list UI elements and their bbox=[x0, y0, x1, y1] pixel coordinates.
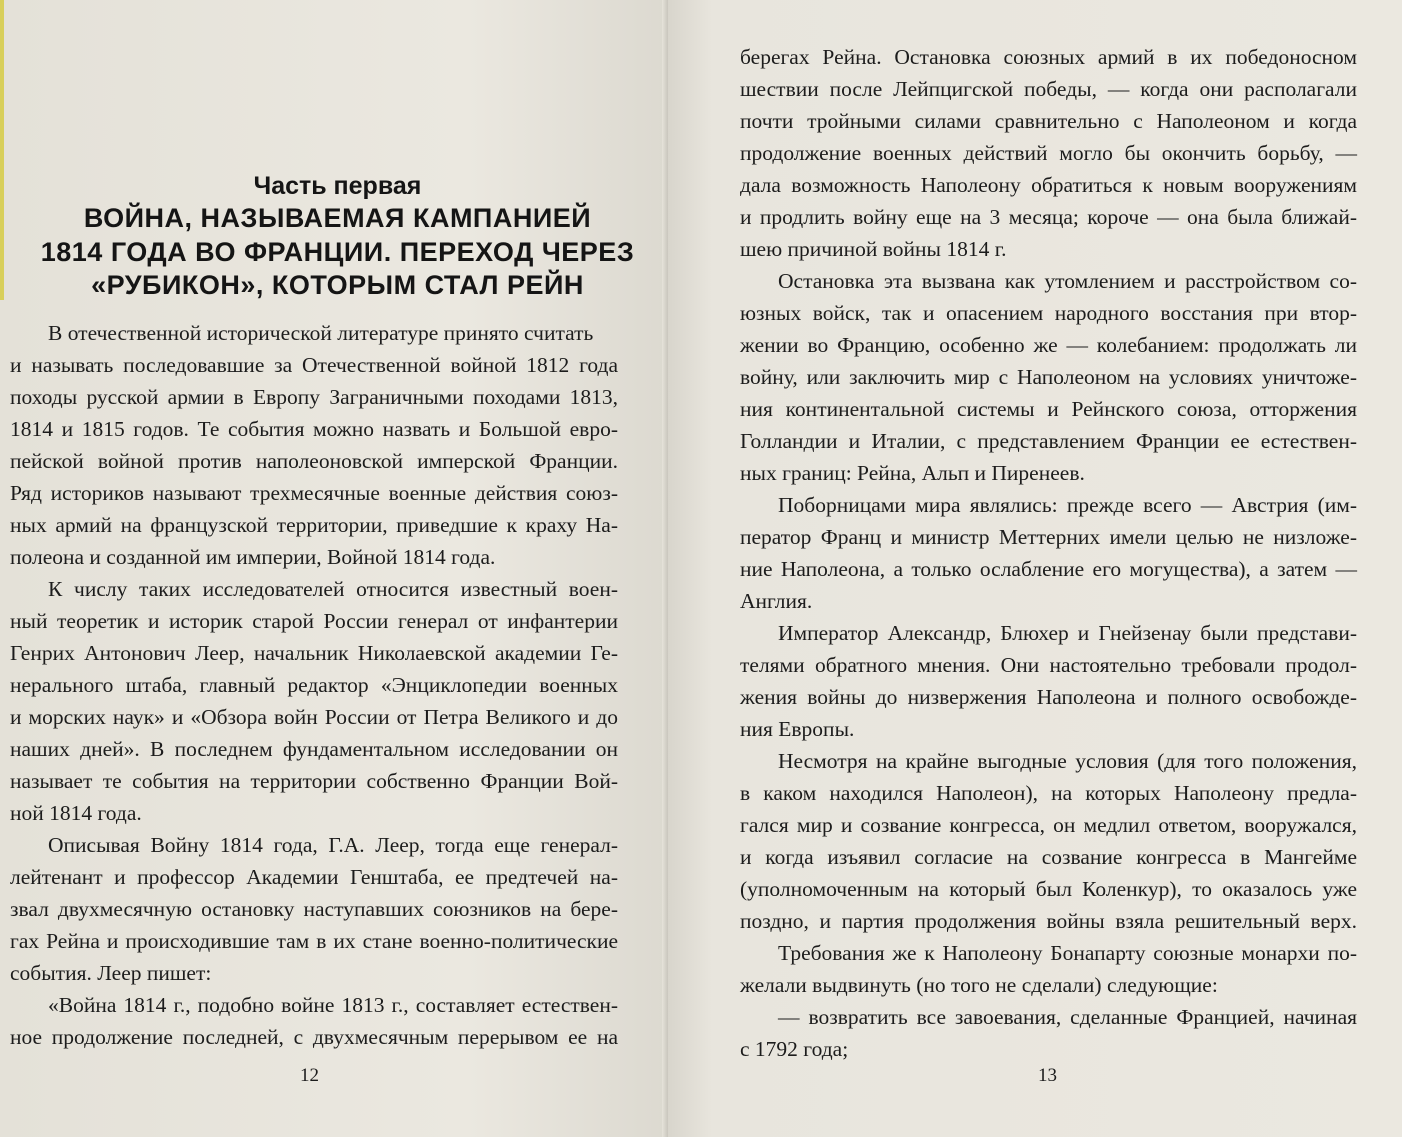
text-line: почти тройными силами сравнительно с Наполеоном и когда bbox=[740, 109, 1357, 133]
text-line: звал двухмесячную остановку наступавших союзников на бере- bbox=[10, 897, 618, 921]
text-line: ния континентальной системы и Рейнского союза, отторжения bbox=[740, 397, 1357, 421]
text-line: шею причиной войны 1814 г. bbox=[740, 237, 1007, 261]
text-line: жении во Францию, особенно же — колебанием: продолжать ли bbox=[740, 333, 1357, 357]
text-line: «Война 1814 г., подобно войне 1813 г., составляет естествен- bbox=[48, 993, 618, 1017]
text-line: В отечественной исторической литературе принято считать bbox=[48, 321, 594, 345]
text-line: Голландии и Италии, с представлением Франции ее естествен- bbox=[740, 429, 1357, 453]
text-line: дала возможность Наполеону обратиться к новым вооружениям bbox=[740, 173, 1357, 197]
text-line: ное продолжение последней, с двухмесячным перерывом ее на bbox=[10, 1025, 618, 1049]
text-line: в каком находился Наполеон), на которых Наполеону предла- bbox=[740, 781, 1357, 805]
chapter-title-line: ВОЙНА, НАЗЫВАЕМАЯ КАМПАНИЕЙ bbox=[83, 203, 592, 233]
text-line: гах Рейна и происходившие там в их стане военно-политические bbox=[10, 929, 618, 953]
text-line: — возвратить все завоевания, сделанные Францией, начиная bbox=[778, 1005, 1357, 1029]
text-line: войну, или заключить мир с Наполеоном на условиях уничтоже- bbox=[740, 365, 1357, 389]
text-line: называет те события на территории собственно Франции Вой- bbox=[10, 769, 618, 793]
page-edge-marker bbox=[0, 0, 4, 300]
text-line: Требования же к Наполеону Бонапарту союзные монархи по- bbox=[778, 941, 1357, 965]
text-line: (уполномоченным на который был Коленкур), то оказалось уже bbox=[740, 877, 1357, 901]
text-line: берегах Рейна. Остановка союзных армий в их победоносном bbox=[740, 45, 1357, 69]
text-line: пейской войной против наполеоновской имперской Франции. bbox=[10, 449, 618, 473]
text-line: и продлить войну еще на 3 месяца; короче — она была ближай- bbox=[740, 205, 1357, 229]
text-line: Генрих Антонович Леер, начальник Николаевской академии Ге- bbox=[10, 641, 618, 665]
text-line: и когда изъявил согласие на созвание конгресса в Мангейме bbox=[740, 845, 1357, 869]
text-line: события. Леер пишет: bbox=[10, 961, 212, 985]
text-line: ный теоретик и историк старой России генерал от инфантерии bbox=[10, 609, 618, 633]
chapter-title-line: 1814 ГОДА ВО ФРАНЦИИ. ПЕРЕХОД ЧЕРЕЗ bbox=[40, 237, 635, 267]
text-line: Несмотря на крайне выгодные условия (для того положения, bbox=[778, 749, 1357, 773]
text-line: полеона и созданной им империи, Войной 1814 года. bbox=[10, 545, 496, 569]
text-line: Англия. bbox=[740, 589, 813, 613]
text-line: юзных войск, так и опасением народного восстания при втор- bbox=[740, 301, 1357, 325]
text-line: К числу таких исследователей относится известный воен- bbox=[48, 577, 618, 601]
text-line: наших дней». В последнем фундаментальном исследовании он bbox=[10, 737, 618, 761]
text-line: шествии после Лейпцигской победы, — когда они располагали bbox=[740, 77, 1357, 101]
text-line: ператор Франц и министр Меттерних имели целью не низложе- bbox=[740, 525, 1357, 549]
right-page bbox=[668, 0, 1402, 1137]
text-line: и называть последовавшие за Отечественной войной 1812 года bbox=[10, 353, 618, 377]
text-line: жения войны до низвержения Наполеона и полного освобожде- bbox=[740, 685, 1357, 709]
text-line: лейтенант и профессор Академии Генштаба, ее предтечей на- bbox=[10, 865, 618, 889]
text-line: 1814 и 1815 годов. Те события можно назвать и Большой евро- bbox=[10, 417, 618, 441]
page-number-left: 12 bbox=[300, 1065, 319, 1086]
text-line: желали выдвинуть (но того не сделали) следующие: bbox=[740, 973, 1218, 997]
text-line: ной 1814 года. bbox=[10, 801, 142, 825]
text-line: ных армий на французской территории, приведшие к краху На- bbox=[10, 513, 618, 537]
text-line: ния Европы. bbox=[740, 717, 855, 741]
text-line: ных границ: Рейна, Альп и Пиренеев. bbox=[740, 461, 1085, 485]
text-line: с 1792 года; bbox=[740, 1037, 849, 1061]
left-page bbox=[0, 0, 668, 1137]
text-line: телями обратного мнения. Они настоятельно требовали продол- bbox=[740, 653, 1357, 677]
text-line: продолжение военных действий могло бы окончить борьбу, — bbox=[740, 141, 1357, 165]
text-line: Ряд историков называют трехмесячные военные действия союз- bbox=[10, 481, 618, 505]
text-line: Остановка эта вызвана как утомлением и расстройством со- bbox=[778, 269, 1357, 293]
text-line: нерального штаба, главный редактор «Энциклопедии военных bbox=[10, 673, 618, 697]
chapter-title-line: «РУБИКОН», КОТОРЫМ СТАЛ РЕЙН bbox=[91, 270, 584, 300]
text-line: походы русской армии в Европу Заграничными походами 1813, bbox=[10, 385, 618, 409]
part-label: Часть первая bbox=[253, 172, 422, 200]
text-line: и морских наук» и «Обзора войн России от Петра Великого и до bbox=[10, 705, 618, 729]
text-line: Император Александр, Блюхер и Гнейзенау были представи- bbox=[778, 621, 1357, 645]
text-line: поздно, и партия продолжения войны взяла решительный верх. bbox=[740, 909, 1357, 933]
page-number-right: 13 bbox=[1038, 1065, 1057, 1086]
text-line: Поборницами мира являлись: прежде всего — Австрия (им- bbox=[778, 493, 1357, 517]
text-line: ние Наполеона, а только ослабление его могущества), а затем — bbox=[740, 557, 1357, 581]
text-line: Описывая Войну 1814 года, Г.А. Леер, тогда еще генерал- bbox=[48, 833, 618, 857]
text-line: гался мир и созвание конгресса, он медлил ответом, вооружался, bbox=[740, 813, 1357, 837]
